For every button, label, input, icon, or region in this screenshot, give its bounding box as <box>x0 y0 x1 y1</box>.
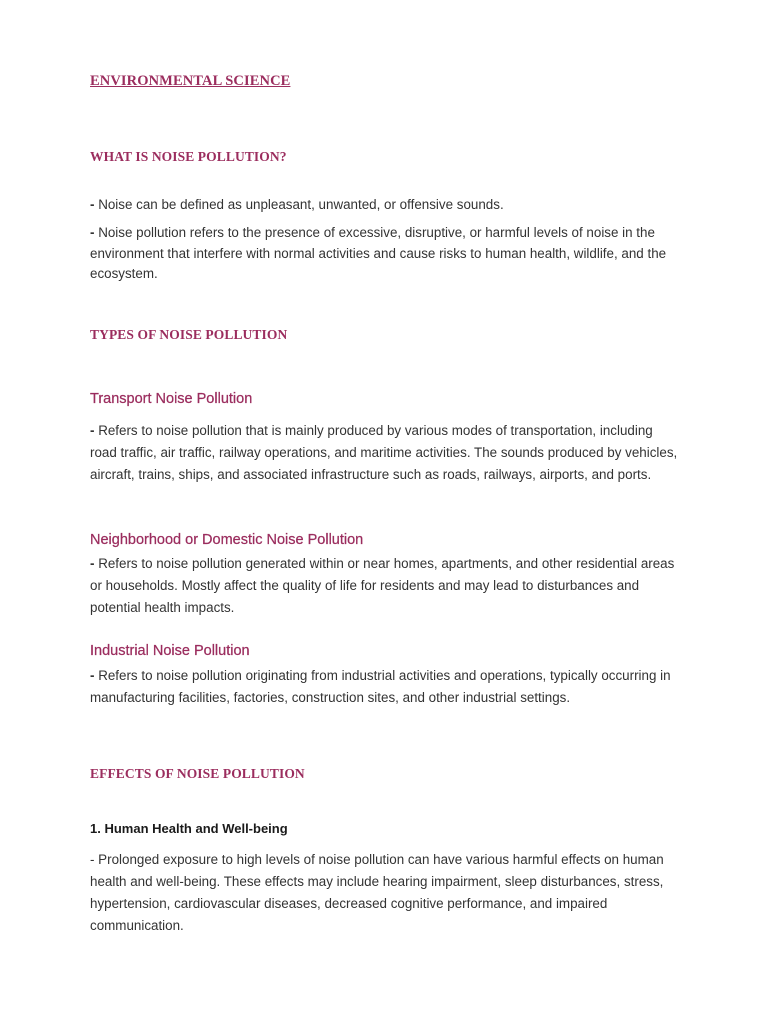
subheading-industrial-noise: Industrial Noise Pollution <box>90 643 250 659</box>
industrial-noise-text: Refers to noise pollution originating from industrial activities and operations, typically occurring in manufacturing facilities, factories, construction sites, and other industrial settings. <box>90 668 671 705</box>
domestic-noise-paragraph <box>90 553 682 619</box>
human-health-paragraph: - Prolonged exposure to high levels of noise pollution can have various harmful effects on human health and well-being. These effects may include hearing impairment, sleep disturbances, stress, hypertension, cardiovascular diseases, decreased cognitive performance, and impaired communication. <box>90 852 664 933</box>
bullet-dash: - <box>90 668 99 683</box>
domestic-noise-text: Refers to noise pollution generated within or near homes, apartments, and other residential areas or households. Mostly affect the quality of life for residents and may lead to disturbances and potential health impacts. <box>90 556 675 615</box>
subheading-transport-noise: Transport Noise Pollution <box>90 391 253 407</box>
bullet-dash: - <box>90 225 99 240</box>
bullet-dash: - <box>90 423 99 438</box>
bullet-dash: - <box>90 197 99 212</box>
definition-paragraph <box>90 194 682 216</box>
section-heading-effects-of-noise-pollution: EFFECTS OF NOISE POLLUTION <box>90 766 305 781</box>
document-title: ENVIRONMENTAL SCIENCE <box>90 73 291 89</box>
transport-noise-paragraph <box>90 420 682 486</box>
noise-pollution-text: Noise pollution refers to the presence of excessive, disruptive, or harmful levels of noise in the environment that interfere with normal activities and cause risks to human health, wildlife, and the ecosystem. <box>90 225 667 281</box>
definition-text: Noise can be defined as unpleasant, unwanted, or offensive sounds. <box>98 197 504 212</box>
transport-noise-text: Refers to noise pollution that is mainly produced by various modes of transportation, including road traffic, air traffic, railway operations, and maritime activities. The sounds produced by vehicles, aircraft, trains, ships, and associated infrastructure such as roads, railways, airports, and ports. <box>90 423 678 482</box>
section-heading-types-of-noise-pollution: TYPES OF NOISE POLLUTION <box>90 327 288 342</box>
industrial-noise-paragraph <box>90 665 682 709</box>
bullet-dash: - <box>90 556 99 571</box>
subheading-domestic-noise: Neighborhood or Domestic Noise Pollution <box>90 532 364 548</box>
item-heading-human-health: 1. Human Health and Well-being <box>90 821 288 836</box>
section-heading-what-is-noise-pollution: WHAT IS NOISE POLLUTION? <box>90 149 287 164</box>
noise-pollution-paragraph <box>90 223 682 285</box>
